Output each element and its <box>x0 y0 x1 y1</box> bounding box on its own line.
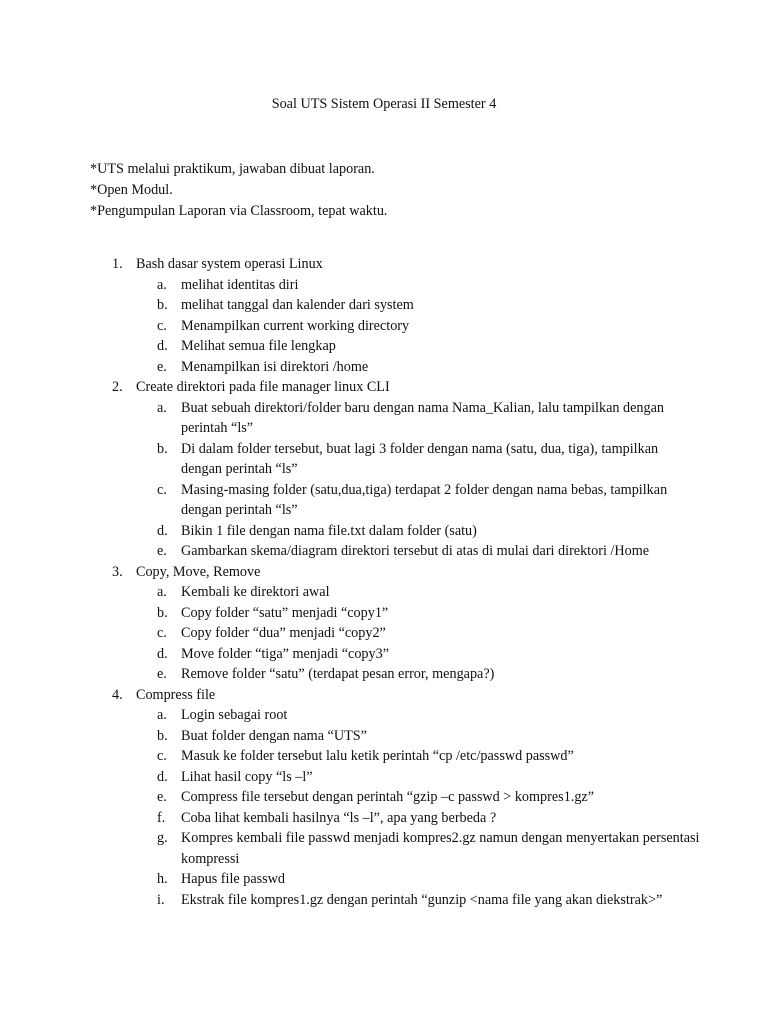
sub-question-letter: a. <box>157 399 167 416</box>
sub-question-text: Menampilkan isi direktori /home <box>181 358 369 375</box>
question-text: Compress file <box>136 686 216 703</box>
question-list <box>0 254 768 910</box>
sub-question-text: Bikin 1 file dengan nama file.txt dalam folder (satu) <box>181 522 477 539</box>
sub-question-text: Di dalam folder tersebut, buat lagi 3 folder dengan nama (satu, dua, tiga), tampilkan dengan perintah “ls” <box>181 440 659 477</box>
sub-question-item <box>0 705 768 726</box>
sub-question-letter: c. <box>157 481 167 498</box>
sub-question-letter: b. <box>157 604 168 621</box>
sub-question-item <box>0 746 768 767</box>
question-text: Create direktori pada file manager linux CLI <box>136 379 390 395</box>
sub-question-letter: d. <box>157 768 168 785</box>
question-number: 1. <box>112 256 123 272</box>
sub-question-item <box>0 828 768 869</box>
sub-question-text: Login sebagai root <box>181 707 288 723</box>
sub-question-letter: b. <box>157 727 168 744</box>
note-line: *Open Modul. <box>90 182 173 198</box>
sub-question-list <box>0 582 768 685</box>
sub-question-letter: e. <box>157 358 167 375</box>
instruction-notes <box>90 159 387 222</box>
sub-question-letter: c. <box>157 625 167 641</box>
sub-question-text: Hapus file passwd <box>181 871 286 887</box>
sub-question-item <box>0 767 768 788</box>
sub-question-item <box>0 644 768 665</box>
sub-question-item <box>0 623 768 644</box>
sub-question-text: Gambarkan skema/diagram direktori tersebut di atas di mulai dari direktori /Home <box>181 543 650 559</box>
sub-question-text: Coba lihat kembali hasilnya “ls –l”, apa yang berbeda ? <box>181 809 497 826</box>
sub-question-text: Remove folder “satu” (terdapat pesan error, mengapa?) <box>181 666 495 682</box>
sub-question-list <box>0 398 768 562</box>
sub-question-letter: h. <box>157 871 168 887</box>
page-title: Soal UTS Sistem Operasi II Semester 4 <box>271 96 497 112</box>
question-text: Copy, Move, Remove <box>136 563 261 580</box>
sub-question-letter: c. <box>157 317 167 334</box>
sub-question-item <box>0 295 768 316</box>
sub-question-item <box>0 726 768 747</box>
question-item <box>0 254 768 377</box>
sub-question-item <box>0 808 768 829</box>
sub-question-item <box>0 275 768 296</box>
sub-question-item <box>0 316 768 337</box>
sub-question-item <box>0 787 768 808</box>
sub-question-letter: e. <box>157 666 167 682</box>
sub-question-list <box>0 275 768 378</box>
sub-question-item <box>0 582 768 603</box>
sub-question-item <box>0 480 768 521</box>
question-text: Bash dasar system operasi Linux <box>136 256 323 272</box>
sub-question-item <box>0 603 768 624</box>
sub-question-letter: a. <box>157 707 167 723</box>
question-number: 3. <box>112 563 123 580</box>
sub-question-text: Buat sebuah direktori/folder baru dengan nama Nama_Kalian, lalu tampilkan dengan perintah “ls” <box>181 399 664 436</box>
sub-question-text: Move folder “tiga” menjadi “copy3” <box>181 645 389 662</box>
sub-question-text: Copy folder “satu” menjadi “copy1” <box>181 604 389 621</box>
sub-question-letter: c. <box>157 748 167 764</box>
question-number: 4. <box>112 686 123 703</box>
sub-question-letter: b. <box>157 440 168 457</box>
sub-question-text: Lihat hasil copy “ls –l” <box>181 768 313 785</box>
sub-question-text: Buat folder dengan nama “UTS” <box>181 727 367 744</box>
sub-question-letter: i. <box>157 891 165 908</box>
sub-question-item <box>0 357 768 378</box>
question-item <box>0 685 768 911</box>
sub-question-text: Menampilkan current working directory <box>181 317 410 334</box>
question-item <box>0 377 768 562</box>
sub-question-letter: g. <box>157 830 168 846</box>
sub-question-text: Compress file tersebut dengan perintah “gzip –c passwd > kompres1.gz” <box>181 789 595 805</box>
sub-question-letter: e. <box>157 789 167 805</box>
question-number: 2. <box>112 379 123 395</box>
sub-question-item <box>0 541 768 562</box>
sub-question-letter: b. <box>157 297 168 313</box>
sub-question-text: Kompres kembali file passwd menjadi kompres2.gz namun dengan menyertakan persentasi kompressi <box>181 830 700 867</box>
sub-question-text: melihat tanggal dan kalender dari system <box>181 297 414 313</box>
note-line: *Pengumpulan Laporan via Classroom, tepat waktu. <box>90 203 388 219</box>
sub-question-text: Masuk ke folder tersebut lalu ketik perintah “cp /etc/passwd passwd” <box>181 748 574 764</box>
sub-question-list <box>0 705 768 910</box>
sub-question-text: Ekstrak file kompres1.gz dengan perintah “gunzip <nama file yang akan diekstrak>” <box>181 891 663 908</box>
sub-question-letter: f. <box>157 809 166 826</box>
sub-question-text: Masing-masing folder (satu,dua,tiga) terdapat 2 folder dengan nama bebas, tampilkan dengan perintah “ls” <box>181 481 668 518</box>
sub-question-letter: d. <box>157 522 168 539</box>
sub-question-letter: d. <box>157 645 168 662</box>
note-line: *UTS melalui praktikum, jawaban dibuat laporan. <box>90 161 375 177</box>
sub-question-item <box>0 521 768 542</box>
sub-question-item <box>0 336 768 357</box>
sub-question-letter: a. <box>157 584 167 600</box>
sub-question-letter: e. <box>157 543 167 559</box>
sub-question-text: Copy folder “dua” menjadi “copy2” <box>181 625 386 641</box>
sub-question-text: melihat identitas diri <box>181 276 299 293</box>
sub-question-item <box>0 890 768 911</box>
sub-question-text: Kembali ke direktori awal <box>181 584 330 600</box>
sub-question-letter: a. <box>157 276 167 293</box>
sub-question-letter: d. <box>157 338 168 354</box>
sub-question-item <box>0 664 768 685</box>
sub-question-item <box>0 439 768 480</box>
question-item <box>0 562 768 685</box>
sub-question-text: Melihat semua file lengkap <box>181 338 336 354</box>
sub-question-item <box>0 869 768 890</box>
sub-question-item <box>0 398 768 439</box>
